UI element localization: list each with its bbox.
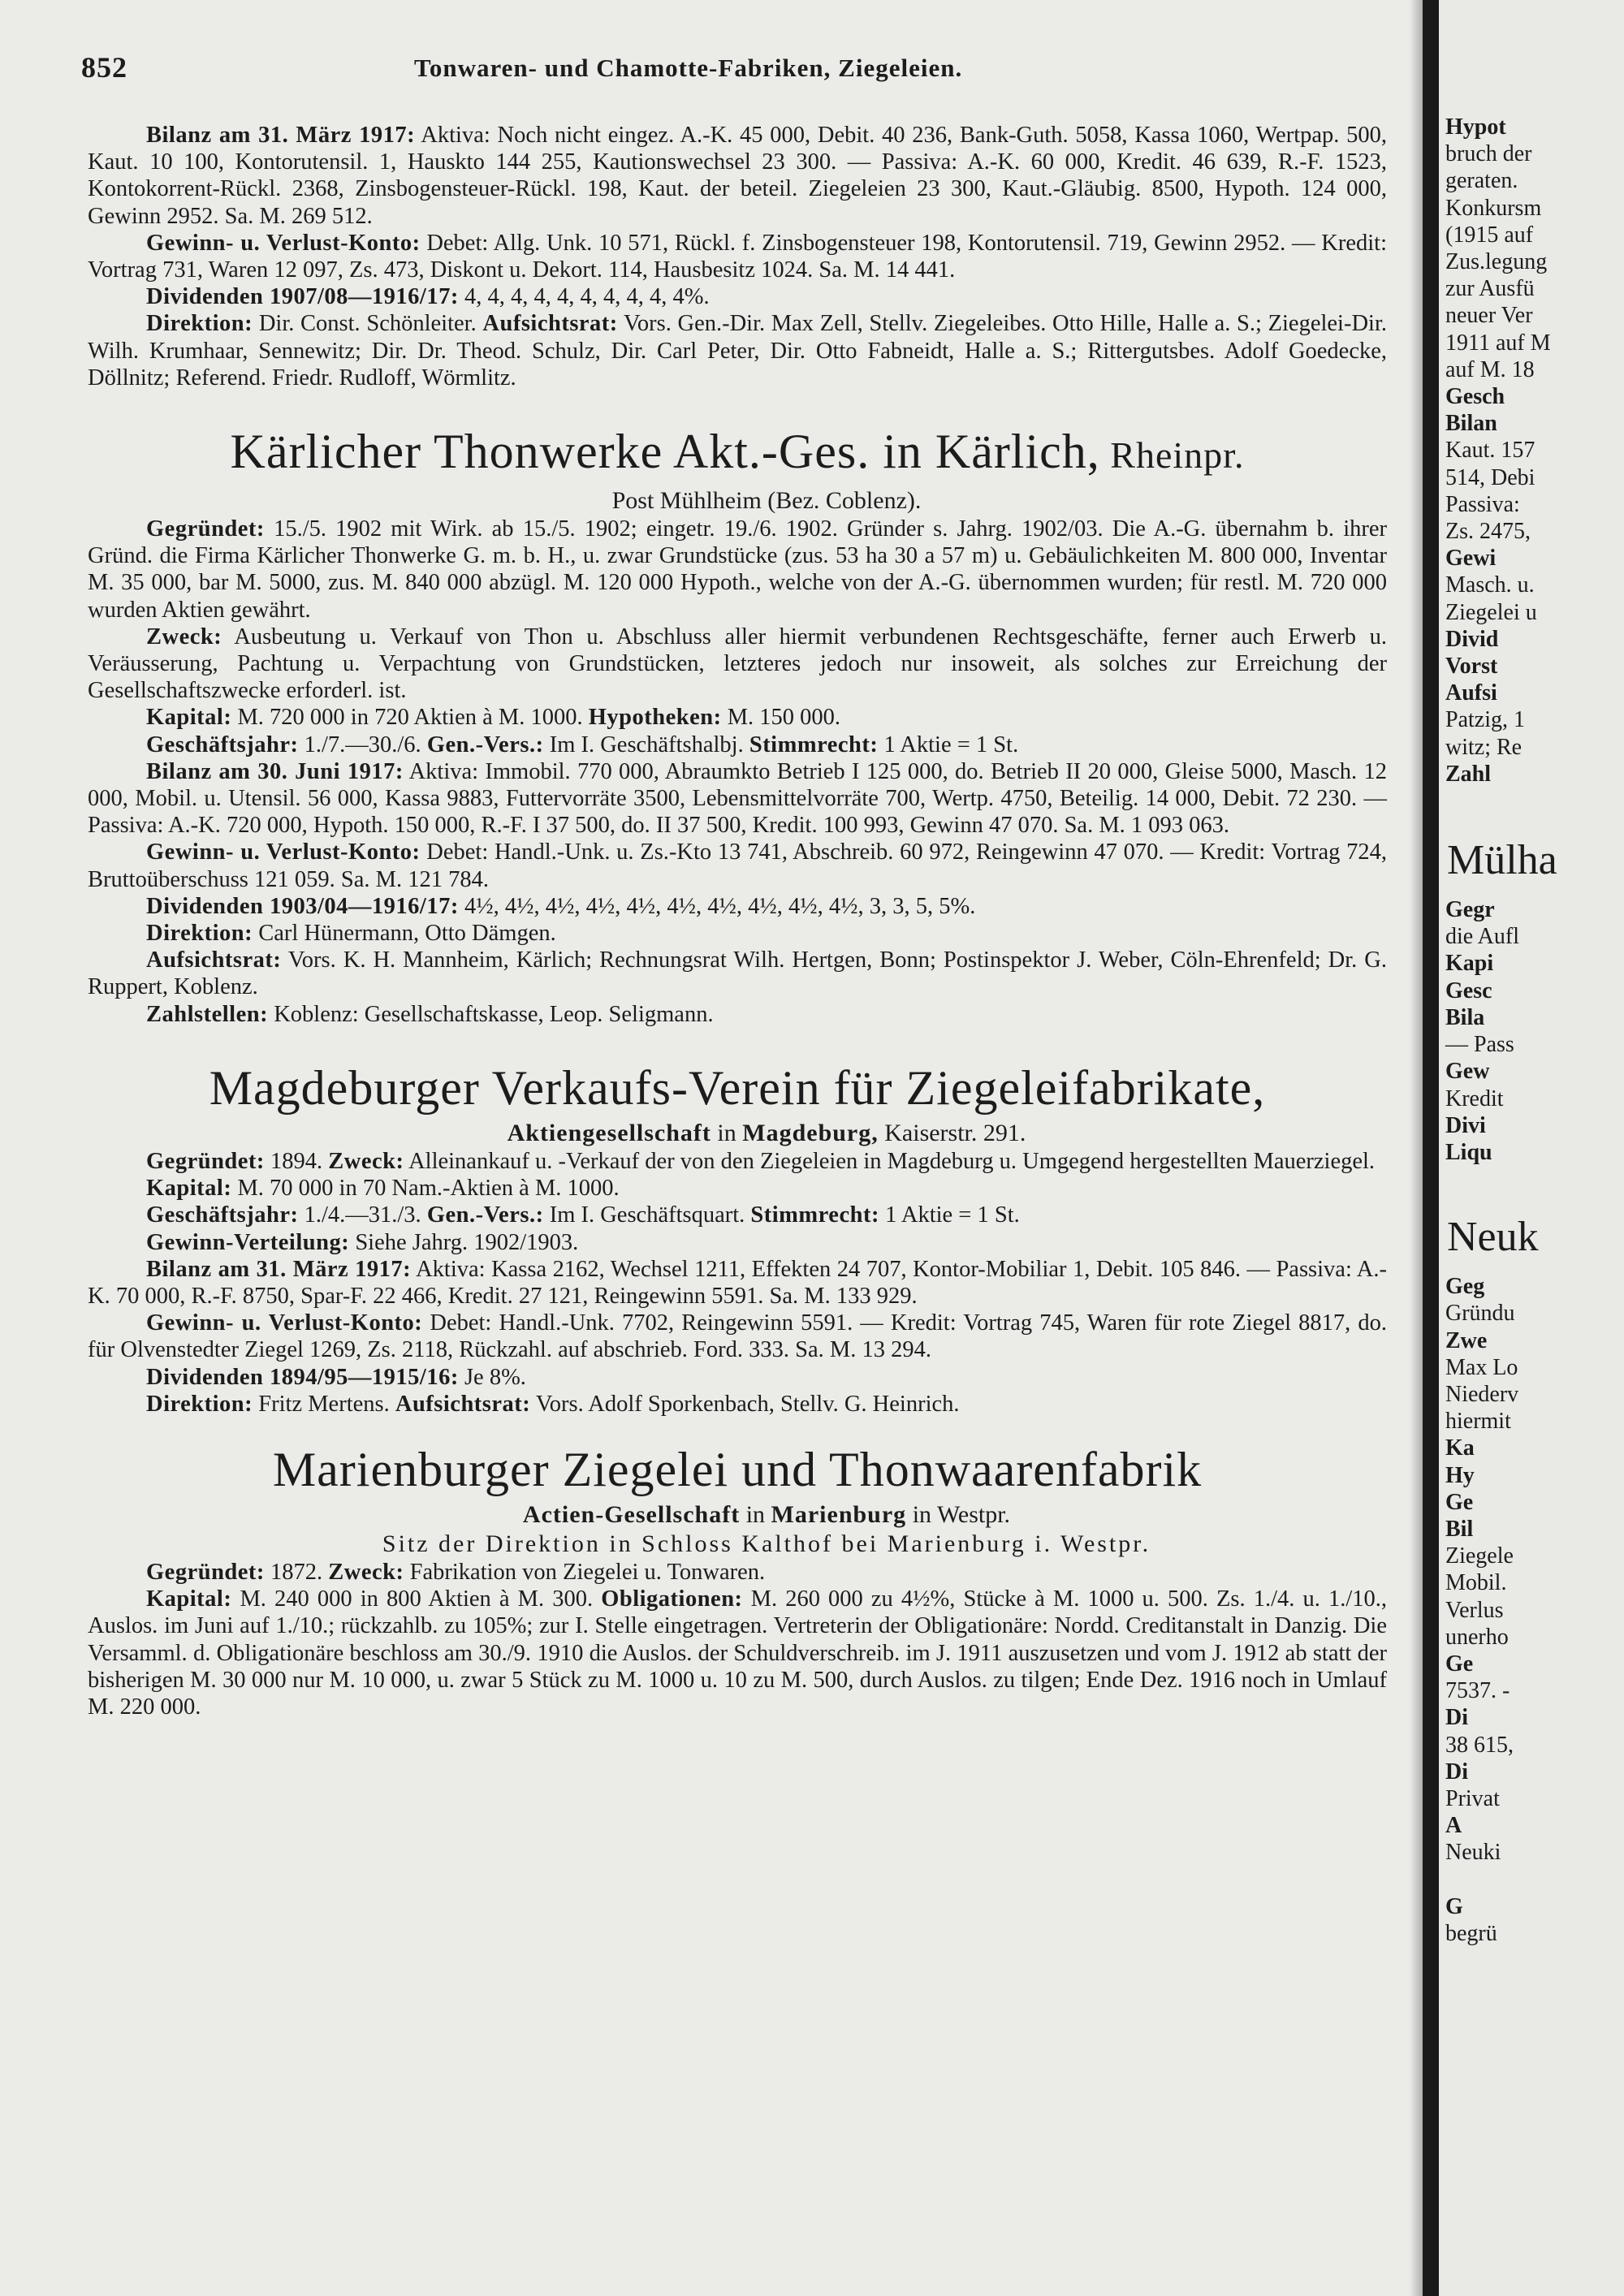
company-subtitle [88,1500,1387,1530]
legal-form: Aktiengesellschaft [507,1119,711,1146]
label: Geschäftsjahr: [146,732,299,757]
dividends-paragraph [88,283,1387,310]
adjacent-line: Niederv [1445,1381,1519,1407]
adjacent-line: (1915 auf [1445,222,1534,248]
adjacent-line: G [1445,1893,1463,1919]
entry-continuation [88,122,1387,391]
text: Siehe Jahrg. 1902/1903. [349,1229,579,1255]
label: Geschäftsjahr: [146,1202,299,1228]
text: Aktiva: Immobil. 770 000, Abraumkto Betrieb I 125 000, do. Betrieb II 20 000, Gleise 5000, Masch. 12 000, Mobil. u. Utensil. 56 000, Kassa 9883, Futtervorräte 3500, Lebensmittelvorräte 700, Wertp. 4750, Beteilig. 14 000, Debit. 72 230. — Passiva: A.-K. 720 000, Hypoth. 150 000, R.-F. I 37 500, do. II 37 500, Kredit. 100 993, Gewinn 47 070. Sa. M. 1 093 063. [88,758,1387,839]
text: in [710,1119,743,1146]
adjacent-line: Mobil. [1445,1570,1507,1596]
text: 4½, 4½, 4½, 4½, 4½, 4½, 4½, 4½, 4½, 4½, 3, 3, 5, 5%. [458,893,976,919]
adjacent-line: geraten. [1445,168,1518,194]
text: Im I. Geschäftsquart. [543,1202,751,1228]
text: Vors. Adolf Sporkenbach, Stellv. G. Heinrich. [530,1391,960,1417]
label: Gen.-Vers.: [426,1202,544,1228]
balance-paragraph [88,1256,1387,1310]
adjacent-line: unerho [1445,1624,1509,1650]
company-subtitle: Post Mühlheim (Bez. Coblenz). [611,487,922,515]
adjacent-line: Ge [1445,1651,1474,1677]
adjacent-line: Zus.legung [1445,249,1548,275]
label: Hypotheken: [588,705,722,731]
label: Gewinn- u. Verlust-Konto: [146,230,421,256]
adjacent-line: 1911 auf M [1445,330,1551,356]
company-seat: Sitz der Direktion in Schloss Kalthof bei Marienburg i. Westpr. [382,1530,1151,1557]
text: Debet: Handl.-Unk. 7702, Reingewinn 5591. — Kredit: Vortrag 745, Waren für rote Ziegel 8817, do. für Olvenstedter Ziegel 1269, Zs. 2118, Rückzahl. auf abschrieb. Ford. 333. Sa. M. 13 294. [88,1310,1387,1363]
adjacent-line: — Pass [1445,1032,1514,1058]
adjacent-line: Konkursm [1445,195,1542,221]
adjacent-line: bruch der [1445,141,1532,167]
adjacent-line: Gesch [1445,384,1505,410]
text: M. 720 000 in 720 Aktien à M. 1000. [231,705,589,731]
adjacent-line: Gesc [1445,978,1492,1003]
label: Direktion: [146,311,253,337]
adjacent-line: Gewi [1445,546,1497,572]
company-place: Rheinpr. [1099,434,1245,477]
management-paragraph [88,310,1387,391]
label: Gewinn-Verteilung: [146,1229,350,1255]
text: Je 8%. [458,1364,526,1390]
text: Fritz Mertens. [253,1391,395,1417]
text: 1 Aktie = 1 St. [878,732,1019,757]
label: Gegründet: [146,516,265,542]
text: M. 70 000 in 70 Nam.-Aktien à M. 1000. [231,1176,620,1202]
text: Aktiva: Noch nicht eingez. A.-K. 45 000, Debit. 40 236, Bank-Guth. 5058, Kassa 1060, Wertpap. 500, Kaut. 10 100, Kontorutensil. 1, Hauskto 144 255, Kautionswechsel 23 300. — Passiva: A.-K. 60 000, Kredit. 46 639, R.-F. 1523, Kontokorrent-Rückl. 2368, Zinsbogensteuer-Rückl. 198, Kaut. der beteil. Ziegeleien 23 300, Kaut.-Gläubig. 8500, Hypoth. 124 000, Gewinn 2952. Sa. M. 269 512. [88,123,1388,229]
profit-loss-paragraph [88,230,1387,283]
adjacent-line: Bilan [1445,411,1497,437]
text: Carl Hünermann, Otto Dämgen. [253,921,556,947]
dividends-paragraph [88,893,1387,920]
capital-paragraph [88,1586,1387,1720]
adjacent-line: Kapi [1445,951,1494,977]
adjacent-line: zur Ausfü [1445,276,1535,302]
adjacent-line: Verlus [1445,1597,1504,1623]
page-header [81,50,1397,91]
adjacent-line: Ka [1445,1435,1475,1461]
text: Ausbeutung u. Verkauf von Thon u. Abschluss aller hiermit verbundenen Rechtsgeschäfte, ferner auch Erwerb u. Veräusserung, Pachtung u. Verpachtung von Grundstücken, letzteres jedoch nur insoweit, als solches zur Erreichung der Gesellschaftszwecke erforderl. ist. [88,624,1387,704]
profit-distribution-paragraph [88,1229,1387,1256]
company-name: Kärlicher Thonwerke Akt.-Ges. in Kärlich, [230,425,1100,479]
adjacent-line: Kaut. 157 [1445,438,1535,464]
management-paragraph [88,1391,1387,1418]
main-column [88,122,1387,1720]
adjacent-line: Bil [1445,1516,1474,1542]
text: Fabrikation von Ziegelei u. Tonwaren. [404,1559,766,1585]
adjacent-line: 38 615, [1445,1732,1514,1758]
adjacent-line: Di [1445,1759,1468,1785]
adjacent-line: Zs. 2475, [1445,519,1531,545]
text: M. 260 000 zu 4½%, Stücke à M. 1000 u. 500. Zs. 1./4. u. 1./10., Auslos. im Juni auf 1./10.; rückzahlb. zu 105%; zur I. Stelle eingetragen. Vertreterin der Obligationäre: Nordd. Creditanstalt in Danzig. Die Versamml. d. Obligationäre beschloss am 30./9. 1910 die Auslos. der Schuldverschreib. im J. 1911 auszusetzen und vom J. 1912 ab statt der bisherigen M. 30 000 nur M. 10 000, u. zwar 5 Stück zu M. 1000 u. 10 zu M. 500, durch Auslos. zu tilgen; Ende Dez. 1916 noch in Umlauf M. 220 000. [88,1586,1387,1720]
label: Bilanz am 31. März 1917: [146,1256,412,1282]
company-title: Magdeburger Verkaufs-Verein für Ziegeleifabrikate, [209,1060,1266,1115]
adjacent-line: Aufsi [1445,680,1497,706]
label: Aufsichtsrat: [146,947,282,973]
founded-paragraph [88,1559,1387,1586]
company-title: Marienburger Ziegelei und Thonwaarenfabrik [272,1442,1203,1496]
profit-loss-paragraph [88,839,1387,892]
adjacent-company-title: Neuk [1447,1214,1539,1261]
label: Bilanz am 31. März 1917: [146,123,416,148]
adjacent-line: Patzig, 1 [1445,707,1525,733]
balance-paragraph [88,758,1387,839]
adjacent-line: Di [1445,1705,1468,1731]
address: Kaiserstr. 291. [878,1119,1026,1146]
gutter-shadow [1410,0,1423,2296]
text: 15./5. 1902 mit Wirk. ab 15./5. 1902; eingetr. 19./6. 1902. Gründer s. Jahrg. 1902/03. Die A.-G. übernahm b. ihrer Gründ. die Firma Kärlicher Thonwerke G. m. b. H., u. zwar Grundstücke (zus. 53 ha 30 a 57 m) u. Gebäulichkeiten M. 800 000, Inventar M. 35 000, bar M. 5000, zus. M. 840 000 abzügl. M. 120 000 Hypoth., welche von der A.-G. übernommen wurden; für restl. M. 720 000 wurden Aktien gewährt. [88,516,1387,623]
adjacent-line: Divi [1445,1112,1486,1138]
label: Aufsichtsrat: [482,311,618,337]
label: Zweck: [328,1559,404,1585]
label: Dividenden 1894/95—1915/16: [146,1364,459,1390]
entry-kaerlicher-thonwerke [88,424,1387,1028]
adjacent-line: Passiva: [1445,491,1520,517]
adjacent-line: Divid [1445,626,1499,652]
text: Vors. Gen.-Dir. Max Zell, Stellv. Ziegeleibes. Otto Hille, Halle a. S.; Ziegelei-Dir. Wilh. Krumhaar, Sennewitz; Dir. Dr. Theod. Schulz, Dir. Carl Peter, Dir. Otto Fabneidt, Halle a. S.; Rittergutsbes. Adolf Goedecke, Döllnitz; Referend. Friedr. Rudloff, Wörmlitz. [88,311,1387,391]
label: Gewinn- u. Verlust-Konto: [146,839,421,865]
purpose-paragraph [88,624,1387,705]
label: Gegründet: [146,1148,265,1174]
capital-paragraph [88,704,1387,731]
label: Zweck: [328,1148,404,1174]
label: Stimmrecht: [749,732,879,757]
adjacent-line: Gründu [1445,1301,1515,1327]
label: Obligationen: [601,1586,743,1612]
founded-paragraph [88,1148,1387,1175]
adjacent-line: Vorst [1445,654,1498,680]
adjacent-line: auf M. 18 [1445,356,1535,382]
adjacent-line: Zwe [1445,1327,1488,1353]
text: in [740,1500,771,1528]
label: Zahlstellen: [146,1001,269,1027]
balance-paragraph [88,122,1387,230]
text: Debet: Handl.-Unk. u. Zs.-Kto 13 741, Abschreib. 60 972, Reingewinn 47 070. — Kredit: Vortrag 724, Bruttoüberschuss 121 059. Sa. M. 121 784. [88,839,1388,892]
label: Kapital: [146,1586,232,1612]
dividends-paragraph [88,1364,1387,1391]
adjacent-company-title: Mülha [1447,837,1557,884]
adjacent-line: hiermit [1445,1409,1511,1435]
adjacent-line: die Aufl [1445,924,1519,950]
adjacent-line: 514, Debi [1445,464,1535,490]
text: Im I. Geschäftshalbj. [543,732,749,757]
text: 1872. [264,1559,329,1585]
adjacent-line: Max Lo [1445,1354,1518,1380]
legal-form: Actien-Gesellschaft [522,1500,741,1528]
page-number: 852 [81,51,127,84]
label: Gewinn- u. Verlust-Konto: [146,1310,423,1336]
adjacent-line: 7537. - [1445,1678,1510,1704]
company-title [88,424,1387,483]
fiscal-year-paragraph [88,1202,1387,1228]
label: Kapital: [146,705,232,731]
adjacent-line: Bila [1445,1004,1485,1030]
text: Debet: Allg. Unk. 10 571, Rückl. f. Zinsbogensteuer 198, Kontorutensil. 719, Gewinn 2952. — Kredit: Vortrag 731, Waren 12 097, Zs. 473, Diskont u. Dekort. 114, Hausbesitz 1024. Sa. M. 14 441. [88,230,1387,283]
adjacent-line: Hypot [1445,114,1506,140]
adjacent-page-strip [1439,0,1624,2296]
city: Marienburg [771,1500,907,1528]
management-paragraph [88,920,1387,947]
text: 1894. [264,1148,329,1174]
city: Magdeburg, [742,1119,879,1146]
adjacent-line: neuer Ver [1445,303,1533,329]
label: Direktion: [146,921,253,947]
adjacent-line: Geg [1445,1274,1485,1300]
adjacent-line: Privat [1445,1785,1500,1811]
adjacent-line: A [1445,1813,1462,1839]
adjacent-line: Masch. u. [1445,572,1535,598]
company-subtitle [88,1119,1387,1148]
label: Bilanz am 30. Juni 1917: [146,758,404,784]
adjacent-line: Liqu [1445,1139,1492,1165]
text: Alleinankauf u. -Verkauf der von den Ziegeleien in Magdeburg u. Umgegend hergestellten Mauerziegel. [404,1148,1376,1174]
text: Aktiva: Kassa 2162, Wechsel 1211, Effekten 24 707, Kontor-Mobiliar 1, Debit. 105 846. — Passiva: A.-K. 70 000, R.-F. 8750, Spar-F. 22 466, Kredit. 27 121, Reingewinn 5591. Sa. M. 133 929. [88,1256,1387,1309]
adjacent-line: Gew [1445,1059,1490,1085]
text: Dir. Const. Schönleiter. [253,311,483,337]
text: 1./7.—30./6. [298,732,427,757]
label: Gegründet: [146,1559,265,1585]
label: Zweck: [146,624,222,650]
label: Stimmrecht: [750,1202,879,1228]
capital-paragraph [88,1175,1387,1202]
adjacent-line: Ziegele [1445,1543,1514,1569]
text: M. 240 000 in 800 Aktien à M. 300. [231,1586,602,1612]
adjacent-line: Gegr [1445,897,1495,923]
adjacent-line: Ge [1445,1489,1474,1515]
adjacent-line: begrü [1445,1920,1497,1946]
label: Kapital: [146,1176,232,1202]
adjacent-line: Neuki [1445,1840,1501,1866]
adjacent-line: witz; Re [1445,734,1522,760]
label: Direktion: [146,1391,253,1417]
paying-agents-paragraph [88,1001,1387,1028]
label: Gen.-Vers.: [426,732,544,757]
profit-loss-paragraph [88,1310,1387,1363]
supervisory-board-paragraph [88,947,1387,1000]
adjacent-line: Ziegelei u [1445,599,1537,625]
adjacent-page-text [1439,114,1624,1947]
entry-magdeburger-verkaufs-verein [88,1060,1387,1418]
adjacent-line: Hy [1445,1462,1475,1488]
text: M. 150 000. [721,705,841,731]
label: Dividenden 1907/08—1916/17: [146,284,459,310]
page-gutter [1423,0,1439,2296]
text: 1 Aktie = 1 St. [879,1202,1020,1228]
text: Vors. K. H. Mannheim, Kärlich; Rechnungsrat Wilh. Hertgen, Bonn; Postinspektor J. Weber, Cöln-Ehrenfeld; Dr. G. Ruppert, Koblenz. [88,947,1387,1000]
label: Dividenden 1903/04—1916/17: [146,893,459,919]
text: Koblenz: Gesellschaftskasse, Leop. Seligmann. [268,1001,714,1027]
founded-paragraph [88,516,1387,624]
adjacent-line: Kredit [1445,1085,1504,1111]
adjacent-line [1439,1867,1624,1893]
entry-marienburger-ziegelei [88,1442,1387,1720]
fiscal-year-paragraph [88,732,1387,758]
adjacent-line: Zahl [1445,761,1492,787]
label: Aufsichtsrat: [395,1391,531,1417]
address: in Westpr. [906,1500,1011,1528]
running-title: Tonwaren- und Chamotte-Fabriken, Ziegeleien. [414,54,963,82]
text: 1./4.—31./3. [298,1202,427,1228]
text: 4, 4, 4, 4, 4, 4, 4, 4, 4, 4%. [458,284,710,310]
